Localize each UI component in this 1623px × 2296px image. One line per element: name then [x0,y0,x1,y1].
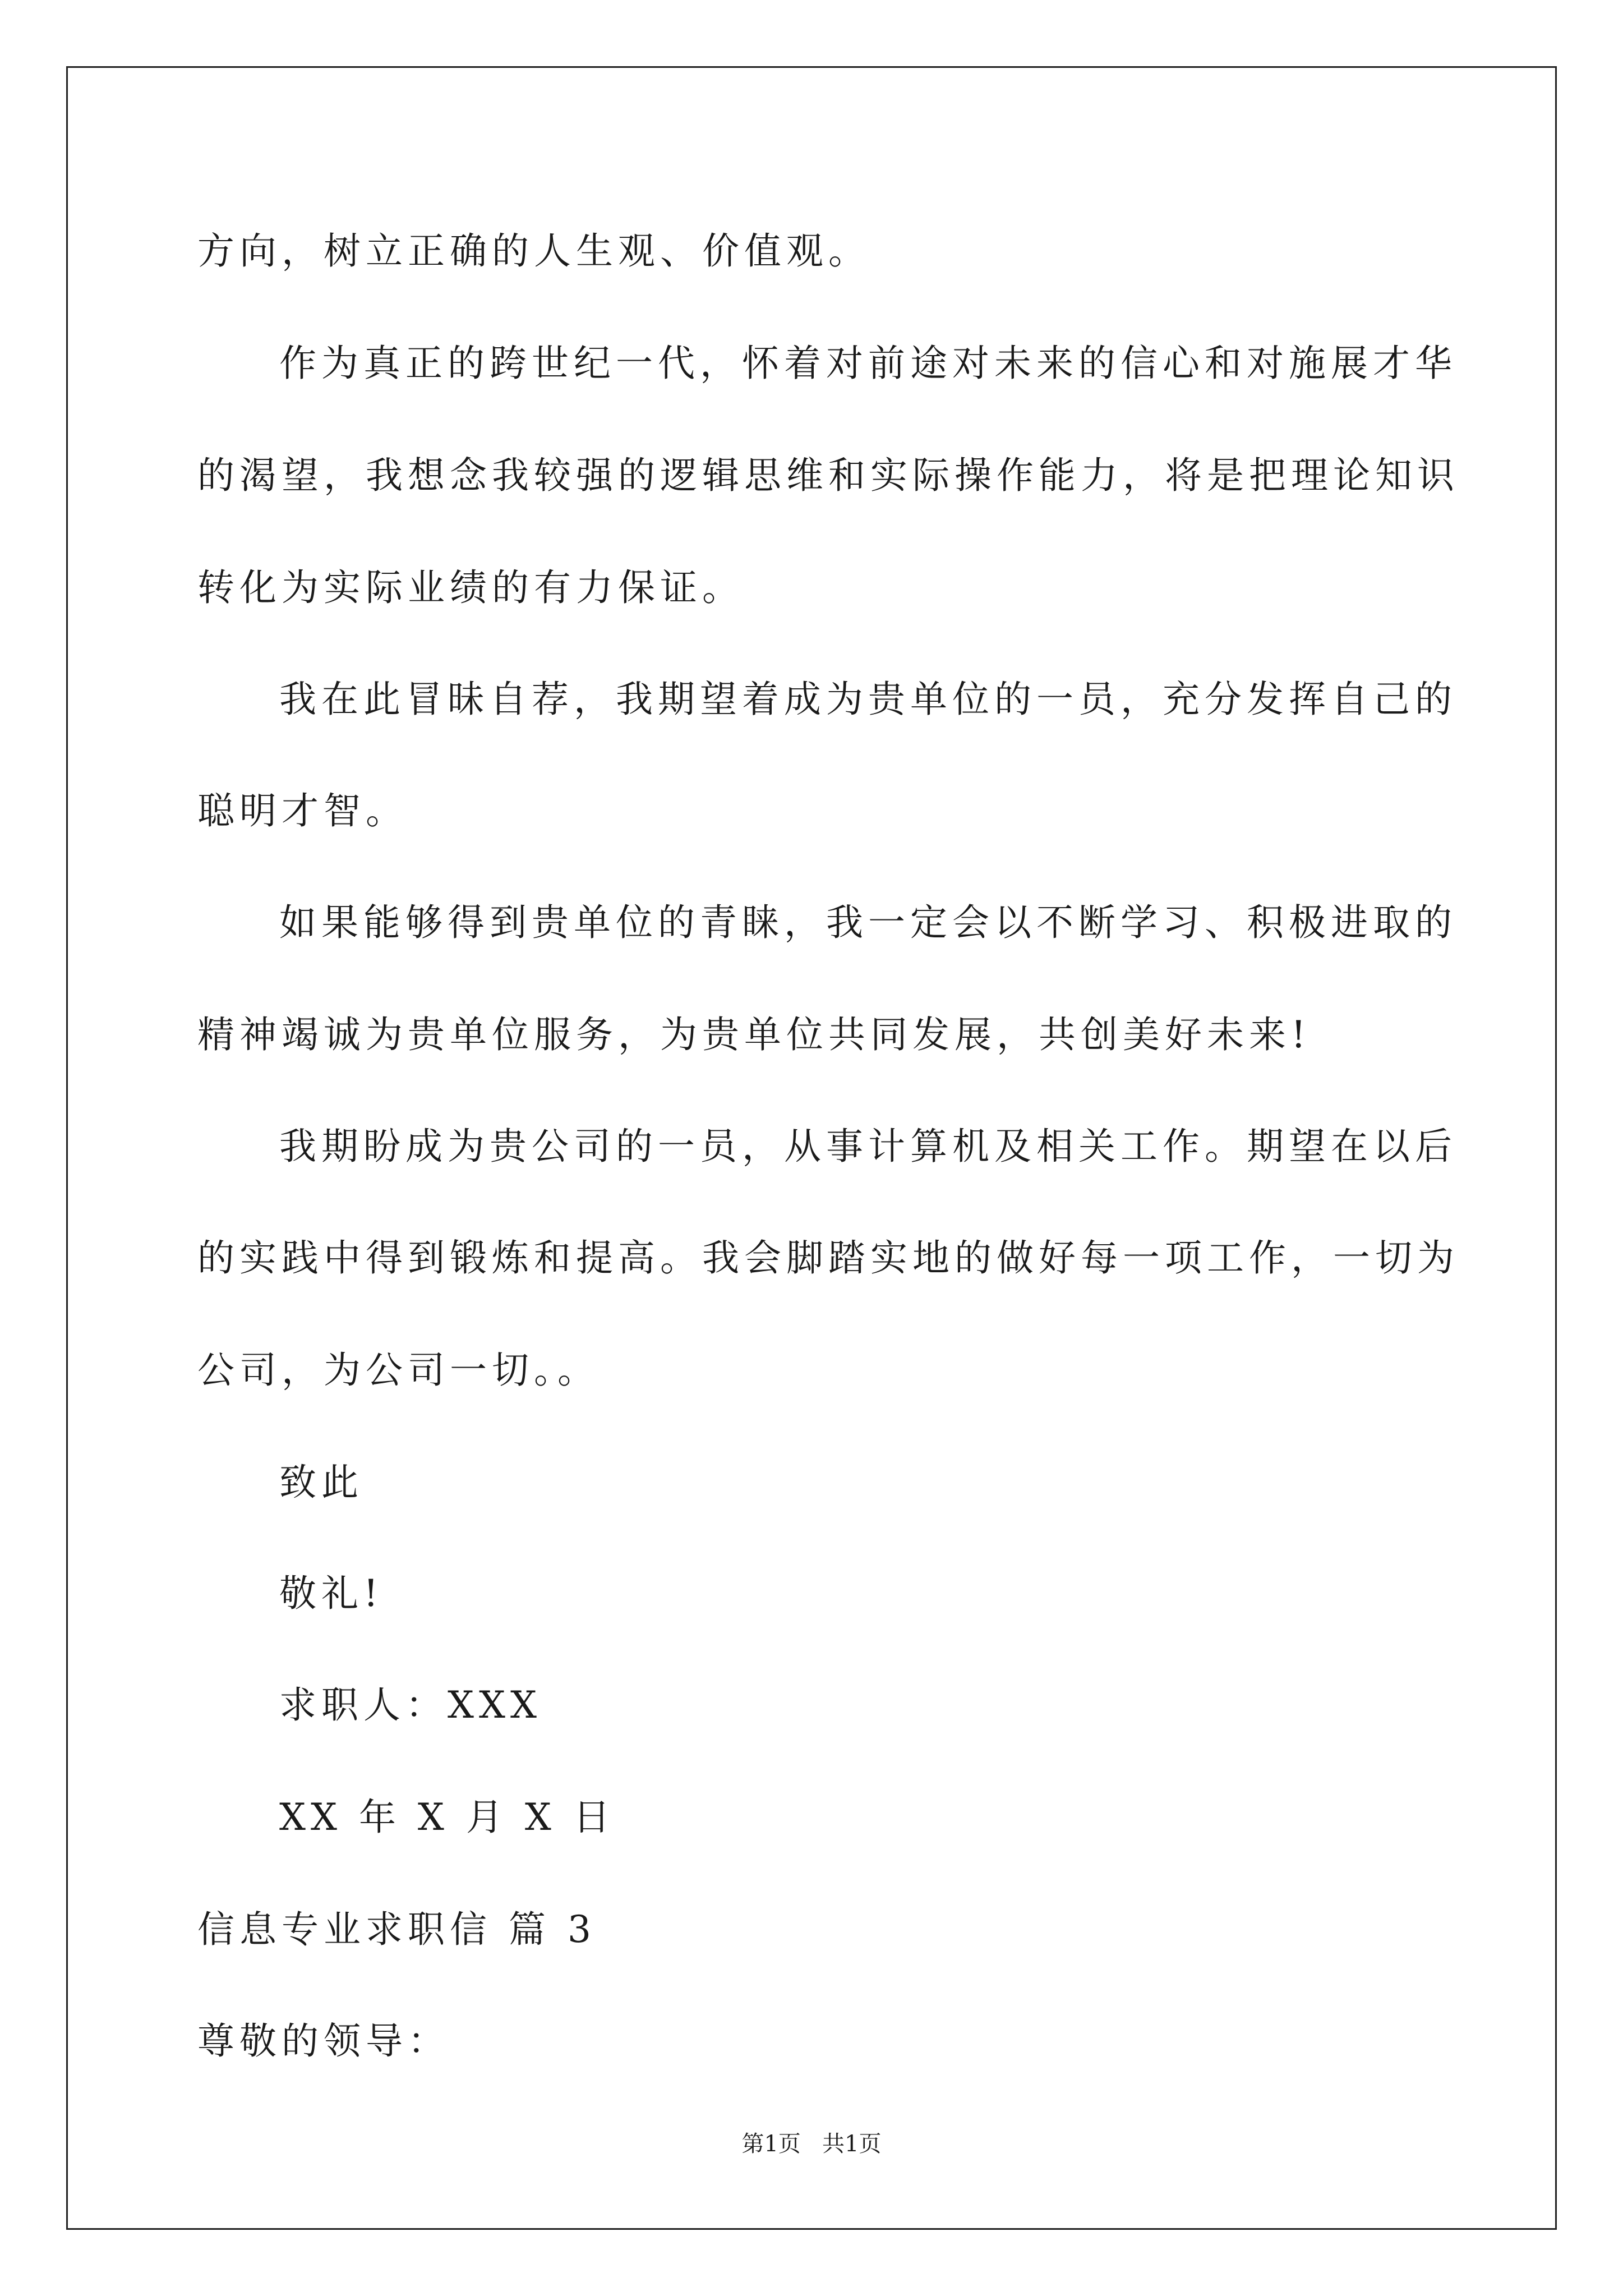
salutation-line: 敬礼! [279,1572,384,1615]
closing-line: 致此 [279,1461,363,1504]
paragraph-line: 我在此冒昧自荐，我期望着成为贵单位的一员，充分发挥自己的 [279,678,1457,721]
text-line: 方向，树立正确的人生观、价值观。 [197,229,870,273]
section-heading: 信息专业求职信 篇 3 [197,1908,596,1951]
text-line: 聪明才智。 [197,789,408,832]
text-line: 的渴望，我想念我较强的逻辑思维和实际操作能力，将是把理论知识 [197,454,1459,497]
date-line: XX 年 X 月 X 日 [279,1796,615,1839]
text-line: 转化为实际业绩的有力保证。 [197,566,744,609]
text-line: 精神竭诚为贵单位服务，为贵单位共同发展，共创美好未来! [197,1013,1311,1056]
signature-line: 求职人：XXX [279,1683,542,1727]
paragraph-line: 如果能够得到贵单位的青睐，我一定会以不断学习、积极进取的 [279,901,1457,944]
page-footer: 第1页 共1页 [741,2131,882,2157]
greeting-line: 尊敬的领导： [197,2019,450,2063]
text-line: 公司，为公司一切。。 [197,1349,600,1392]
paragraph-line: 作为真正的跨世纪一代，怀着对前途对未来的信心和对施展才华 [279,342,1457,385]
text-line: 的实践中得到锻炼和提高。我会脚踏实地的做好每一项工作，一切为 [197,1236,1459,1280]
paragraph-line: 我期盼成为贵公司的一员，从事计算机及相关工作。期望在以后 [279,1125,1457,1168]
